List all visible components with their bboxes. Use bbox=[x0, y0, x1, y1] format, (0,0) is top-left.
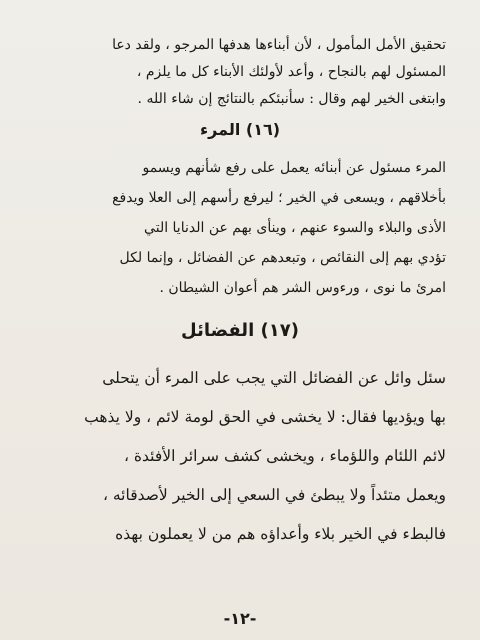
page-number: -١٢- bbox=[223, 609, 257, 628]
paragraph-line: لائم اللئام واللؤماء ، ويخشى كشف سرائر الأفئدة ، bbox=[123, 447, 446, 465]
paragraph-line: الأذى والبلاء والسوء عنهم ، وينأى بهم عن الدنايا التي bbox=[144, 220, 446, 236]
section-heading-17: (١٧) الفضائل bbox=[181, 320, 299, 341]
paragraph-line: تؤدي بهم إلى النقائص ، وتبعدهم عن الفضائل ، وإنما لكل bbox=[119, 250, 446, 266]
paragraph-line: سئل وائل عن الفضائل التي يجب على المرء أن يتحلى bbox=[102, 369, 446, 387]
paragraph-line: بأخلاقهم ، ويسعى في الخير ؛ ليرفع رأسهم إلى العلا ويدفع bbox=[112, 190, 446, 206]
intro-paragraph bbox=[34, 32, 446, 113]
section-17-paragraph bbox=[34, 359, 446, 554]
section-16-paragraph bbox=[34, 153, 446, 303]
paragraph-line: تحقيق الأمل المأمول ، لأن أبناءها هدفها المرجو ، ولقد دعا bbox=[112, 37, 446, 53]
paragraph-line: المرء مسئول عن أبنائه يعمل على رفع شأنهم ويسمو bbox=[142, 160, 446, 176]
paragraph-line: بها ويؤديها فقال: لا يخشى في الحق لومة لائم ، ولا يذهب bbox=[84, 408, 446, 426]
paragraph-line: فالبطء في الخير بلاء وأعداؤه هم من لا يعملون بهذه bbox=[115, 525, 446, 543]
paragraph-line: امرئ ما نوى ، ورءوس الشر هم أعوان الشيطان . bbox=[159, 280, 446, 296]
section-heading-16: (١٦) المرء bbox=[199, 120, 281, 139]
paragraph-line: المسئول لهم بالنجاح ، وأعد لأولئك الأبناء كل ما يلزم ، bbox=[136, 64, 446, 80]
paragraph-line: ويعمل متئداً ولا يبطئ في السعي إلى الخير لأصدقائه ، bbox=[102, 486, 446, 504]
paragraph-line: وابتغى الخير لهم وقال : سأنبئكم بالنتائج إن شاء الله . bbox=[137, 91, 446, 107]
